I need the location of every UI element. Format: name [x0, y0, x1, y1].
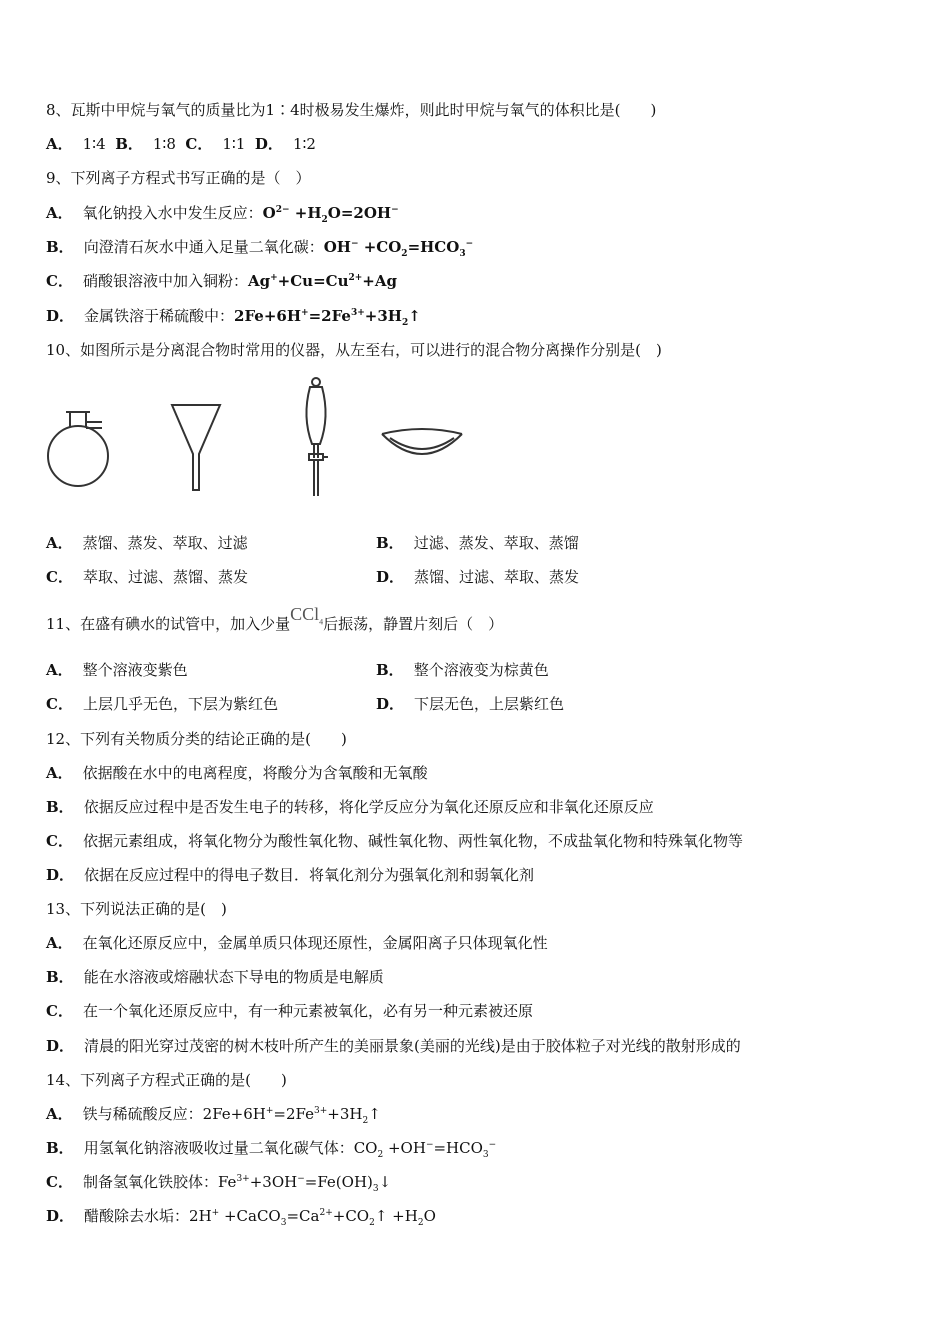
q14-option-a[interactable]: A． 铁与稀硫酸反应：$2Fe+6H^+=2Fe^{3+}+3H_2↑$: [46, 1105, 381, 1126]
q9-option-a-text: 氧化钠投入水中发生反应：: [82, 204, 263, 222]
q8-option-a-label[interactable]: A．: [46, 135, 73, 153]
q8-option-d-label[interactable]: D．: [254, 135, 283, 153]
q9-option-c-label: C．: [46, 272, 73, 290]
q14-option-c[interactable]: C． 制备氢氧化铁胶体：$Fe^{3+}+3OH^-=Fe(OH)_3↓$: [46, 1173, 392, 1194]
q14-option-d[interactable]: D． 醋酸除去水垢：$2H^+ +CaCO_3=Ca^{2+}+CO_2↑ +H_2O$: [46, 1207, 436, 1228]
q8-option-b-text: 1∶8: [152, 135, 176, 153]
q10-option-d[interactable]: D． 蒸馏、过滤、萃取、蒸发: [376, 568, 580, 586]
q10-option-c[interactable]: C． 萃取、过滤、蒸馏、蒸发: [46, 568, 248, 586]
q10-stem: 10、如图所示是分离混合物时常用的仪器，从左至右，可以进行的混合物分离操作分别是( ): [46, 341, 662, 359]
q11-stem-pre: 11、在盛有碘水的试管中，加入少量: [46, 615, 291, 633]
q12-option-b[interactable]: B． 依据反应过程中是否发生电子的转移，将化学反应分为氧化还原反应和非氧化还原反应: [46, 798, 654, 816]
separatory-funnel-icon: [306, 378, 328, 496]
q10-option-a[interactable]: A． 蒸馏、蒸发、萃取、过滤: [46, 534, 248, 552]
q11-reagent-formula: CCl$_4$: [290, 604, 324, 627]
q9-option-d-text: 金属铁溶于稀硫酸中：: [84, 307, 235, 325]
q9-option-c-equation: $Ag^++Cu=Cu^{2+}+Ag$: [247, 272, 397, 290]
q8-option-a-text: 1∶4: [82, 135, 106, 153]
distilling-flask-icon: [48, 412, 108, 486]
q8-option-d-text: 1∶2: [292, 135, 316, 153]
q11-stem: [46, 604, 504, 634]
q12-stem: 12、下列有关物质分类的结论正确的是( ): [46, 730, 347, 748]
q9-option-c[interactable]: [46, 271, 397, 291]
q14-stem: 14、下列离子方程式正确的是( ): [46, 1071, 287, 1089]
q13-option-d[interactable]: D． 清晨的阳光穿过茂密的树木枝叶所产生的美丽景象(美丽的光线)是由于胶体粒子对光线的散射形成的: [46, 1037, 741, 1055]
q14-option-a-equation: $2Fe+6H^+=2Fe^{3+}+3H_2↑$: [202, 1105, 381, 1126]
q9-option-b-text: 向澄清石灰水中通入足量二氧化碳：: [83, 238, 324, 256]
q13-option-b[interactable]: B． 能在水溶液或熔融状态下导电的物质是电解质: [46, 968, 384, 986]
q12-option-c[interactable]: C． 依据元素组成，将氧化物分为酸性氧化物、碱性氧化物、两性氧化物，不成盐氧化物和特殊氧化物等: [46, 832, 743, 850]
q9-option-a-label: A．: [46, 204, 73, 222]
q8-options: [46, 134, 316, 154]
q8-option-c-text: 1∶1: [222, 135, 246, 153]
q10-option-b[interactable]: B． 过滤、蒸发、萃取、蒸馏: [376, 534, 579, 552]
funnel-icon: [172, 405, 220, 490]
q8-stem: 8、瓦斯中甲烷与氧气的质量比为1∶4时极易发生爆炸，则此时甲烷与氧气的体积比是( ): [46, 101, 657, 119]
q13-stem: 13、下列说法正确的是( ): [46, 900, 227, 918]
q9-option-a-equation: $O^{2-} +H_2O=2OH^-$: [262, 204, 399, 225]
q14-option-d-equation: $2H^+ +CaCO_3=Ca^{2+}+CO_2↑ +H_2O$: [189, 1207, 436, 1228]
q14-option-b[interactable]: B． 用氢氧化钠溶液吸收过量二氧化碳气体：$CO_2 +OH^-=HCO_3^-$: [46, 1139, 497, 1160]
q11-stem-post: 后振荡，静置片刻后（ ）: [323, 615, 504, 633]
evaporating-dish-icon: [382, 429, 462, 454]
q14-option-b-equation: $CO_2 +OH^-=HCO_3^-$: [353, 1139, 497, 1160]
q14-option-c-equation: $Fe^{3+}+3OH^-=Fe(OH)_3↓$: [217, 1173, 392, 1194]
q11-option-b[interactable]: B． 整个溶液变为棕黄色: [376, 661, 549, 679]
q13-option-a[interactable]: A． 在氧化还原反应中，金属单质只体现还原性，金属阳离子只体现氧化性: [46, 934, 548, 952]
q9-stem: 9、下列离子方程式书写正确的是（ ）: [46, 169, 311, 187]
q9-option-b[interactable]: [46, 237, 473, 257]
q10-apparatus-figure: [40, 372, 480, 502]
q9-option-b-equation: $OH^- +CO_2=HCO_3^-$: [323, 238, 474, 259]
q8-option-c-label[interactable]: C．: [185, 135, 213, 153]
q9-option-a[interactable]: [46, 203, 399, 223]
q11-option-a[interactable]: A． 整个溶液变紫色: [46, 661, 188, 679]
q11-option-c[interactable]: C． 上层几乎无色，下层为紫红色: [46, 695, 278, 713]
q12-option-a[interactable]: A． 依据酸在水中的电离程度，将酸分为含氧酸和无氧酸: [46, 764, 428, 782]
q12-option-d[interactable]: D． 依据在反应过程中的得电子数目．将氧化剂分为强氧化剂和弱氧化剂: [46, 866, 535, 884]
q8-option-b-label[interactable]: B．: [115, 135, 143, 153]
q9-option-c-text: 硝酸银溶液中加入铜粉：: [82, 272, 248, 290]
q9-option-d-label: D．: [46, 307, 75, 325]
q13-option-c[interactable]: C． 在一个氧化还原反应中，有一种元素被氧化，必有另一种元素被还原: [46, 1002, 533, 1020]
q9-option-d-equation: $2Fe+6H^+=2Fe^{3+}+3H_2↑$: [234, 307, 421, 328]
q9-option-d[interactable]: [46, 306, 421, 326]
q11-option-d[interactable]: D． 下层无色，上层紫红色: [376, 695, 565, 713]
q9-option-b-label: B．: [46, 238, 74, 256]
